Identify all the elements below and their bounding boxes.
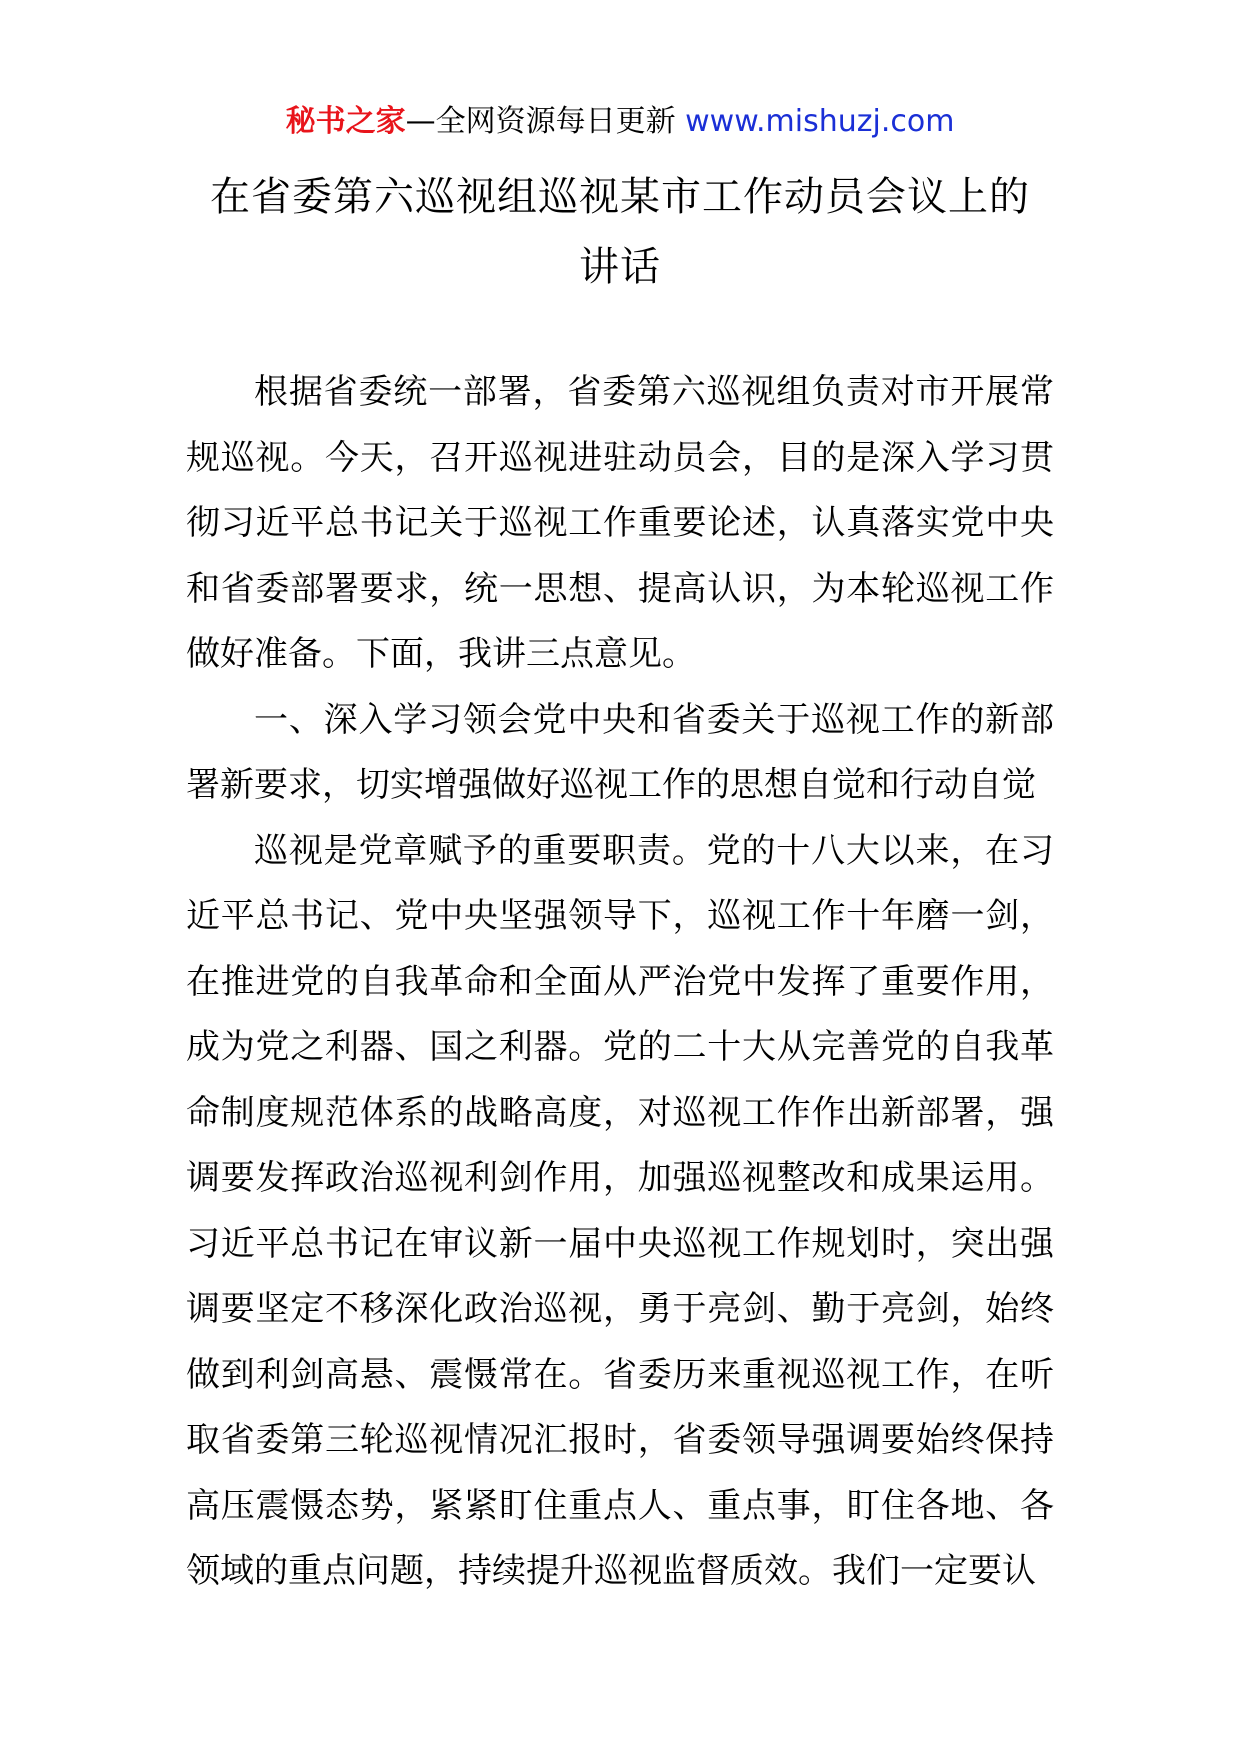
header-tagline: —全网资源每日更新 (405, 104, 686, 139)
document-title (180, 162, 1060, 302)
document-body (186, 360, 1054, 1605)
site-url: www.mishuzj.com (685, 104, 955, 139)
site-header (0, 102, 1240, 142)
title-line-1: 在省委第六巡视组巡视某市工作动员会议上的 (210, 174, 1030, 220)
paragraph-intro: 根据省委统一部署，省委第六巡视组负责对市开展常规巡视。今天，召开巡视进驻动员会，目的是深入学习贯彻习近平总书记关于巡视工作重要论述，认真落实党中央和省委部署要求，统一思想、提高认识，为本轮巡视工作做好准备。下面，我讲三点意见。 (186, 372, 1054, 674)
brand-name: 秘书之家 (285, 104, 406, 139)
title-line-2: 讲话 (579, 244, 661, 290)
section-heading-1: 一、深入学习领会党中央和省委关于巡视工作的新部署新要求，切实增强做好巡视工作的思想自觉和行动自觉 (186, 699, 1054, 805)
paragraph-section-1: 巡视是党章赋予的重要职责。党的十八大以来，在习近平总书记、党中央坚强领导下，巡视工作十年磨一剑，在推进党的自我革命和全面从严治党中发挥了重要作用，成为党之利器、国之利器。党的二十大从完善党的自我革命制度规范体系的战略高度，对巡视工作作出新部署，强调要发挥政治巡视利剑作用，加强巡视整改和成果运用。习近平总书记在审议新一届中央巡视工作规划时，突出强调要坚定不移深化政治巡视，勇于亮剑、勤于亮剑，始终做到利剑高悬、震慑常在。省委历来重视巡视工作，在听取省委第三轮巡视情况汇报时，省委领导强调要始终保持高压震慑态势，紧紧盯住重点人、重点事，盯住各地、各领域的重点问题，持续提升巡视监督质效。我们一定要认 (186, 830, 1054, 1591)
